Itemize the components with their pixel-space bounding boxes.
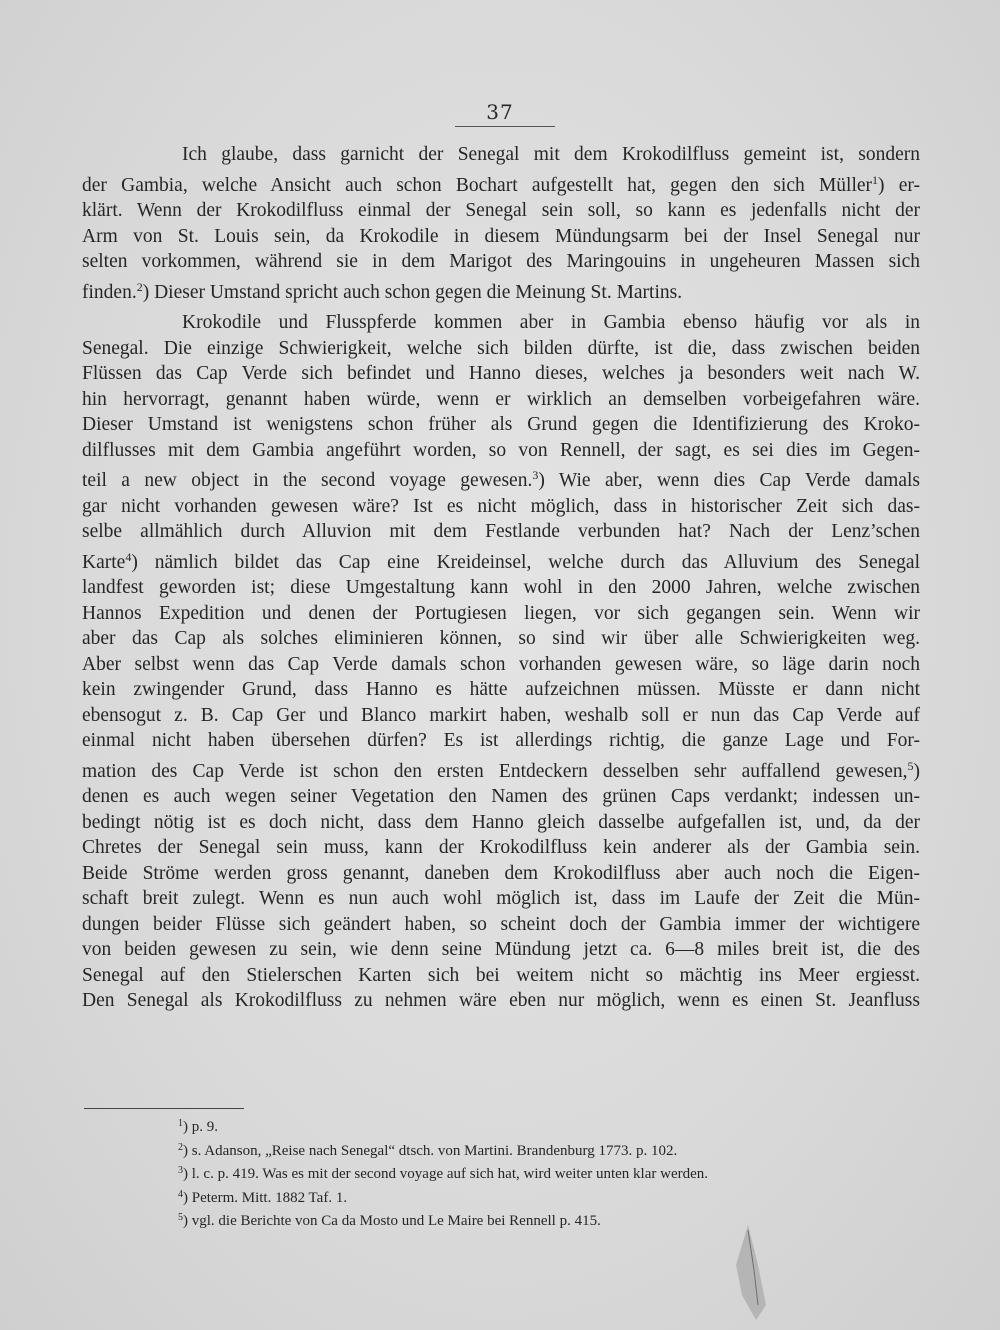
text-line: mation des Cap Verde ist schon den ersten Entdeckern desselben sehr auffallend gewesen,$^5$) [82,758,920,782]
text-line: klärt. Wenn der Krokodilfluss einmal der Senegal sein soll, so kann es jedenfalls nicht der [82,200,920,221]
footnote: $^5$) vgl. die Berichte von Ca da Mosto und Le Maire bei Rennell p. 415. [178,1212,601,1230]
text-line: Senegal. Die einzige Schwierigkeit, welche sich bilden dürfte, ist die, dass zwischen beiden [82,337,920,359]
text-line: Chretes der Senegal sein muss, kann der Krokodilfluss kein anderer als der Gambia sein. [82,837,920,858]
text-line: Hannos Expedition und denen der Portugiesen liegen, vor sich gegangen sein. Wenn wir [82,602,920,624]
footnote: $^3$) l. c. p. 419. Was es mit der second voyage auf sich hat, wird weiter unten klar werden. [178,1165,709,1183]
text-line: ebensogut z. B. Cap Ger und Blanco markirt haben, weshalb soll er nun das Cap Verde auf [82,704,920,726]
body-text [82,142,920,1014]
footnotes [178,1114,918,1232]
text-line: Den Senegal als Krokodilfluss zu nehmen wäre eben nur möglich, wenn es einen St. Jeanfluss [82,990,920,1011]
text-line: dilflusses mit dem Gambia angeführt worden, so von Rennell, der sagt, es sei dies im Gegen- [82,439,920,461]
text-line: Senegal auf den Stielerschen Karten sich bei weitem nicht so mächtig ins Meer ergiesst. [82,964,920,986]
text-line: Dieser Umstand ist wenigstens schon früher als Grund gegen die Identifizierung des Kroko- [82,414,920,435]
paragraph-1 [82,142,920,305]
text-line: landfest geworden ist; diese Umgestaltung kann wohl in den 2000 Jahren, welche zwischen [82,577,920,598]
text-line: Arm von St. Louis sein, da Krokodile in diesem Mündungsarm bei der Insel Senegal nur [82,225,920,247]
footnote: $^2$) s. Adanson, „Reise nach Senegal“ dtsch. von Martini. Brandenburg 1773. p. 102. [178,1141,678,1159]
header-rule [455,126,555,127]
text-line: dungen beider Flüsse sich geändert haben, so scheint doch der Gambia immer der wichtigere [82,913,920,935]
text-line: Krokodile und Flusspferde kommen aber in Gambia ebenso häufig vor als in [182,312,920,333]
footnote: $^4$) Peterm. Mitt. 1882 Taf. 1. [178,1188,348,1206]
footnote-ref: 4 [125,549,132,564]
text-line: Karte$^4$) nämlich bildet das Cap eine Kreideinsel, welche durch das Alluvium des Senegal [82,549,921,573]
footnote-ref: 3 [532,468,539,482]
text-line: finden.$^2$) Dieser Umstand spricht auch schon gegen die Meinung St. Martins. [82,279,683,303]
text-line: Beide Ströme werden gross genannt, daneben dem Krokodilfluss aber auch noch die Eigen- [82,862,920,884]
text-line: denen es auch wegen seiner Vegetation den Namen des grünen Caps verdankt; indessen un- [82,786,920,807]
text-line: von beiden gewesen zu sein, wie denn seine Mündung jetzt ca. 6—8 miles breit ist, die des [82,939,920,960]
text-line: selten vorkommen, während sie in dem Marigot des Maringouins in ungeheuren Massen sich [82,251,920,272]
paper-tear [728,1225,768,1320]
text-line: Ich glaube, dass garnicht der Senegal mit dem Krokodilfluss gemeint ist, sondern [182,144,920,165]
text-line: Flüssen das Cap Verde sich befindet und Hanno dieses, welches ja besonders weit nach W. [82,363,920,384]
footnote-ref: 2 [136,279,143,294]
text-line: teil a new object in the second voyage gewesen.$^3$) Wie aber, wenn dies Cap Verde damals [82,468,921,491]
footnote-ref: 1 [872,172,879,187]
text-line: hin hervorragt, genannt haben würde, wenn er wirklich an demselben vorbeigefahren wäre. [82,388,920,410]
footnote-ref: 5 [907,758,914,773]
text-line: aber das Cap als solches eliminieren können, so sind wir über alle Schwierigkeiten weg. [82,628,920,649]
text-line: der Gambia, welche Ansicht auch schon Bochart aufgestellt hat, gegen den sich Müller$^1$) er- [82,172,920,196]
page-number: 37 [486,100,514,124]
text-line: kein zwingender Grund, dass Hanno es hätte aufzeichnen müssen. Müsste er dann nicht [82,679,920,700]
footnote: $^1$) p. 9. [178,1118,218,1135]
text-line: schaft breit zulegt. Wenn es nun auch wohl möglich ist, dass im Laufe der Zeit die Mün- [82,888,920,909]
text-line: Aber selbst wenn das Cap Verde damals schon vorhanden gewesen wäre, so läge darin noch [82,653,920,675]
text-line: bedingt nötig ist es doch nicht, dass dem Hanno gleich dasselbe aufgefallen ist, und, da der [82,811,920,833]
text-line: gar nicht vorhanden gewesen wäre? Ist es nicht möglich, dass in historischer Zeit sich das- [82,495,920,517]
paragraph-2 [82,310,920,1014]
text-line: einmal nicht haben übersehen dürfen? Es ist allerdings richtig, die ganze Lage und For- [82,730,920,751]
text-line: selbe allmählich durch Alluvion mit dem Festlande verbunden hat? Nach der Lenz’schen [82,521,920,542]
footnote-rule [84,1108,244,1109]
